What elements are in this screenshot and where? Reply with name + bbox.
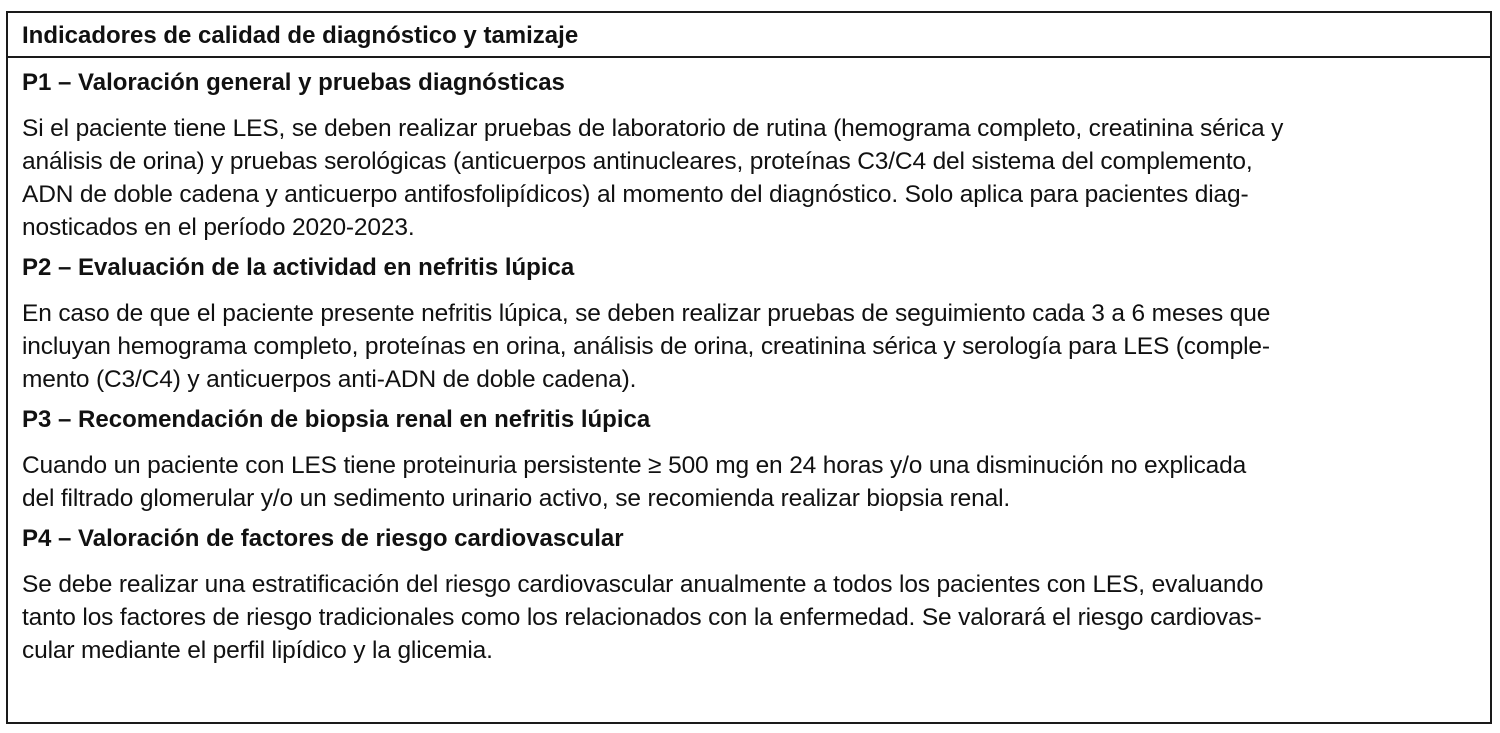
text-line: En caso de que el paciente presente nefritis lúpica, se deben realizar pruebas de seguimiento cada 3 a 6 meses que	[22, 300, 1271, 327]
indicator-title-p2: P2 – Evaluación de la actividad en nefritis lúpica	[22, 254, 575, 281]
indicator-title-p3: P3 – Recomendación de biopsia renal en nefritis lúpica	[22, 406, 651, 433]
indicator-title-p1: P1 – Valoración general y pruebas diagnósticas	[22, 69, 565, 96]
text-line: Cuando un paciente con LES tiene proteinuria persistente ≥ 500 mg en 24 horas y/o una disminución no explicada	[22, 452, 1247, 479]
indicator-p2	[22, 252, 1474, 396]
text-line: del filtrado glomerular y/o un sedimento urinario activo, se recomienda realizar biopsia renal.	[22, 485, 1011, 512]
text-line: análisis de orina) y pruebas serológicas (anticuerpos antinucleares, proteínas C3/C4 del sistema del complemento,	[22, 148, 1253, 175]
text-line: cular mediante el perfil lipídico y la glicemia.	[22, 637, 493, 664]
text-line: nosticados en el período 2020-2023.	[22, 214, 415, 241]
indicator-text-p4	[22, 568, 1474, 667]
text-line: mento (C3/C4) y anticuerpos anti-ADN de doble cadena).	[22, 366, 637, 393]
text-line: ADN de doble cadena y anticuerpo antifosfolipídicos) al momento del diagnóstico. Solo aplica para pacientes diag-	[22, 181, 1249, 208]
text-line: Se debe realizar una estratificación del riesgo cardiovascular anualmente a todos los pacientes con LES, evaluando	[22, 571, 1264, 598]
table-body	[8, 67, 1490, 667]
text-line: Si el paciente tiene LES, se deben realizar pruebas de laboratorio de rutina (hemograma completo, creatinina sérica y	[22, 115, 1284, 142]
indicator-p1	[22, 67, 1474, 244]
indicator-text-p1	[22, 112, 1474, 244]
indicator-title-p4: P4 – Valoración de factores de riesgo cardiovascular	[22, 525, 624, 552]
indicator-p3	[22, 404, 1474, 515]
indicator-text-p3	[22, 449, 1474, 515]
table-header	[8, 13, 1490, 58]
indicator-text-p2	[22, 297, 1474, 396]
indicator-p4	[22, 523, 1474, 667]
text-line: tanto los factores de riesgo tradicionales como los relacionados con la enfermedad. Se valorará el riesgo cardiovas-	[22, 604, 1262, 631]
quality-indicators-table	[6, 11, 1492, 724]
text-line: incluyan hemograma completo, proteínas en orina, análisis de orina, creatinina sérica y serología para LES (comple-	[22, 333, 1270, 360]
table-title: Indicadores de calidad de diagnóstico y tamizaje	[22, 22, 579, 49]
